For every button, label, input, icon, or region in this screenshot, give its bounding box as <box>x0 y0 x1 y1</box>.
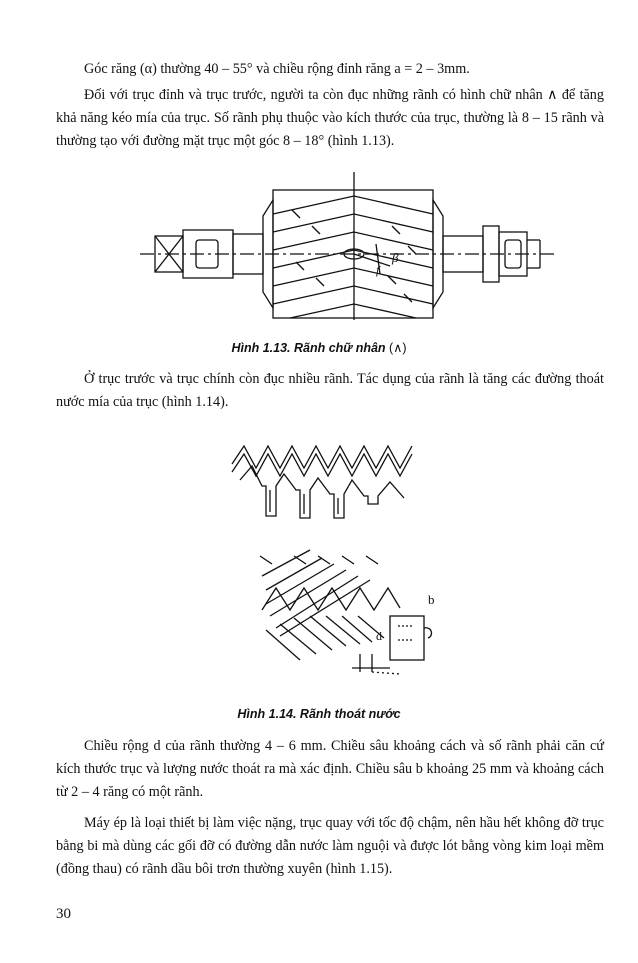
label-beta: β <box>392 250 399 265</box>
figure-1-13-chevron-roller <box>0 170 638 330</box>
figure-1-14-caption: Hình 1.14. Rãnh thoát nước <box>237 707 401 721</box>
label-d: d <box>376 629 382 643</box>
figure-1-13-caption <box>0 340 638 355</box>
paragraph-tooth-angle: Góc răng (α) thường 40 – 55° và chiều rộng đỉnh răng a = 2 – 3mm. <box>84 61 470 77</box>
figure-1-13-caption-text: Hình 1.13. Rãnh chữ nhân <box>231 341 386 355</box>
paragraph-press-bearings: Máy ép là loại thiết bị làm việc nặng, trục quay với tốc độ chậm, nên hầu hết không đỡ trục bằng bi mà dùng các gối đỡ có đường dẫn nước làm nguội và được lót bằng vòng kim loại mềm (đồng thau) có rãnh dầu bôi trơn thường xuyên (hình 1.15). <box>56 815 604 877</box>
label-b: b <box>428 592 435 607</box>
label-f: f <box>376 263 380 277</box>
paragraph-drainage-grooves: Ở trục trước và trục chính còn đục nhiều rãnh. Tác dụng của rãnh là tăng các đường thoát nước mía của trục (hình 1.14). <box>56 371 604 410</box>
paragraph-groove-dimensions: Chiều rộng d của rãnh thường 4 – 6 mm. Chiều sâu khoảng cách và số rãnh phải căn cứ kích thước trục và lượng nước thoát ra mà xác định. Chiều sâu b khoảng 25 mm và khoảng cách từ 2 – 4 răng có một rãnh. <box>56 738 604 800</box>
page-number: 30 <box>56 906 71 922</box>
figure-1-14-drainage-grooves <box>0 440 638 700</box>
paragraph-chevron-grooves: Đối với trục đỉnh và trục trước, người ta còn đục những rãnh có hình chữ nhân ∧ để tăng khả năng kéo mía của trục. Số rãnh phụ thuộc vào kích thước của trục, thường là 8 – 15 rãnh và thường tạo với đường mặt trục một góc 8 – 18° (hình 1.13). <box>56 87 604 149</box>
figure-1-13-caption-symbol: (∧) <box>389 341 407 355</box>
